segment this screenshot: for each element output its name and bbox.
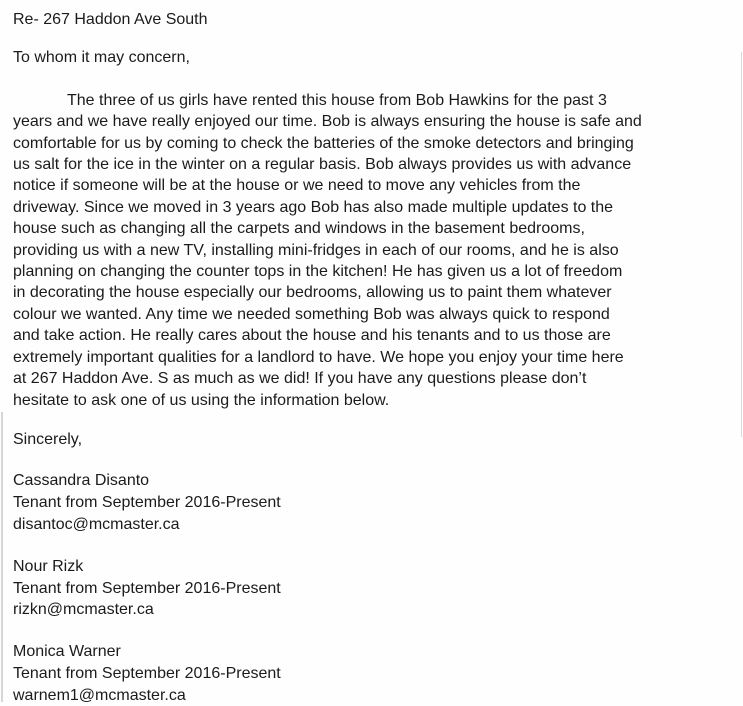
subject-line: Re- 267 Haddon Ave South (13, 11, 208, 28)
body-line: comfortable for us by coming to check the batteries of the smoke detectors and bringing (13, 134, 634, 152)
body-line: years and we have really enjoyed our time. Bob is always ensuring the house is safe and (13, 113, 642, 131)
signer-name: Monica Warner (13, 643, 121, 661)
body-line: hesitate to ask one of us using the information below. (13, 391, 390, 409)
signer-name: Cassandra Disanto (13, 472, 150, 490)
signer-email: disantoc@mcmaster.ca (13, 515, 180, 533)
body-line: colour we wanted. Any time we needed something Bob was always quick to respond (13, 305, 610, 323)
body-line: extremely important qualities for a landlord to have. We hope you enjoy your time here (13, 348, 624, 366)
signer-name: Nour Rizk (13, 557, 84, 575)
body-line: providing us with a new TV, installing mini-fridges in each of our rooms, and he is also (13, 241, 619, 259)
closing: Sincerely, (13, 430, 83, 448)
scan-edge-right-artifact (741, 52, 742, 437)
body-line: and take action. He really cares about the house and his tenants and to us those are (13, 327, 611, 345)
signer-email: rizkn@mcmaster.ca (13, 601, 154, 619)
signer-tenure: Tenant from September 2016-Present (13, 664, 281, 682)
body-line: The three of us girls have rented this house from Bob Hawkins for the past 3 (67, 91, 607, 109)
body-line: notice if someone will be at the house or we need to move any vehicles from the (13, 177, 581, 195)
scan-edge-left-artifact (1, 412, 3, 702)
salutation: To whom it may concern, (13, 49, 190, 67)
body-line: planning on changing the counter tops in the kitchen! He has given us a lot of freedom (13, 263, 623, 281)
signature-block (13, 556, 737, 621)
signer-tenure: Tenant from September 2016-Present (13, 579, 281, 597)
signer-tenure: Tenant from September 2016-Present (13, 494, 281, 512)
body-paragraph (13, 90, 737, 411)
body-line: us salt for the ice in the winter on a regular basis. Bob always provides us with advance (13, 156, 632, 174)
body-line: in decorating the house especially our bedrooms, allowing us to paint them whatever (13, 284, 612, 302)
body-line: at 267 Haddon Ave. S as much as we did! If you have any questions please don’t (13, 370, 587, 388)
signature-block (13, 641, 737, 706)
signature-block (13, 470, 737, 535)
signer-email: warnem1@mcmaster.ca (13, 686, 186, 704)
body-line: house such as changing all the carpets and windows in the basement bedrooms, (13, 220, 585, 238)
body-line: driveway. Since we moved in 3 years ago Bob has also made multiple updates to the (13, 198, 614, 216)
